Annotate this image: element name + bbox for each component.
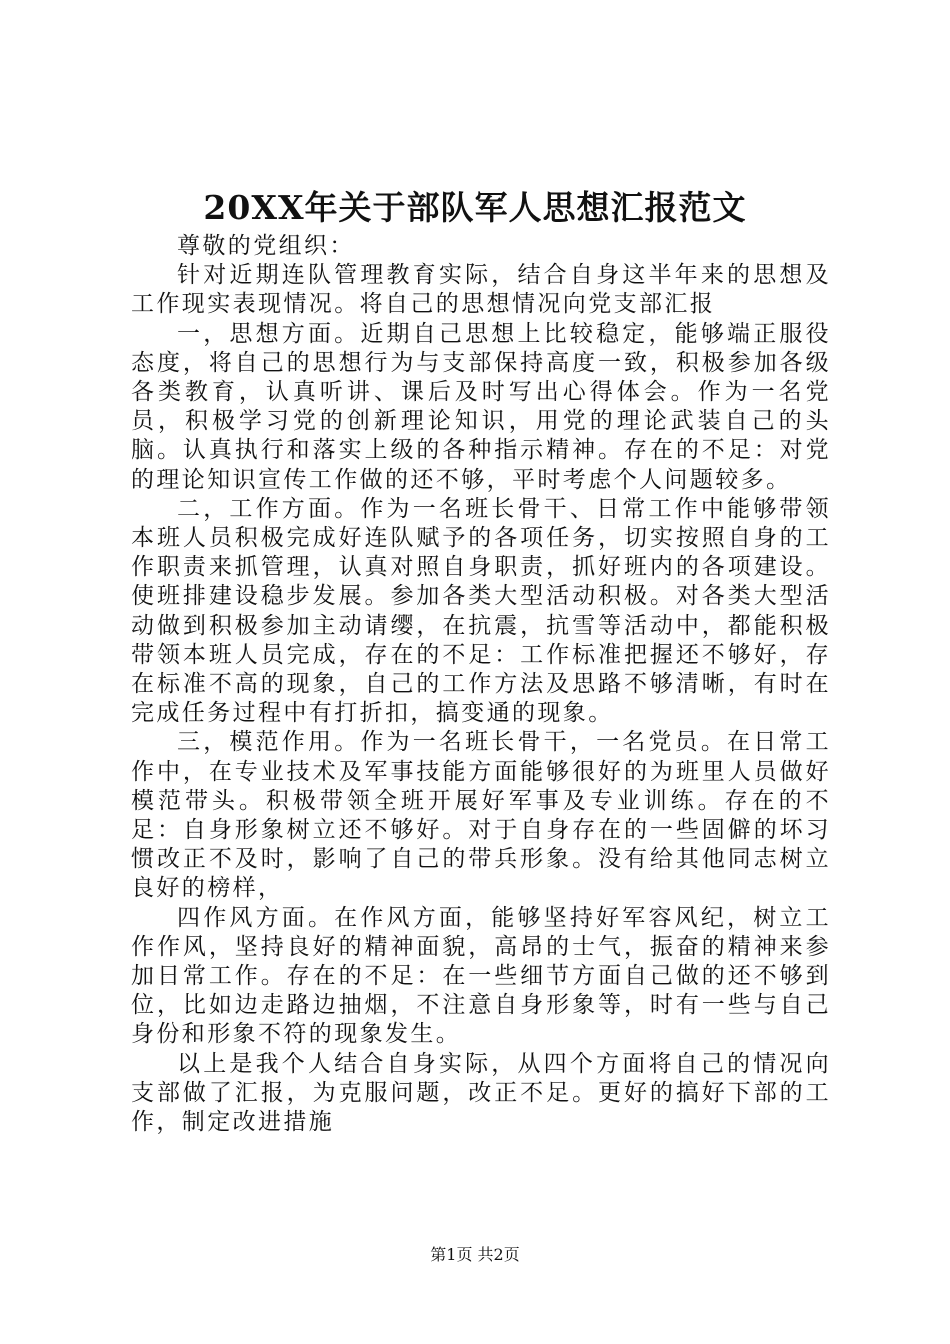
- paragraph-conclusion: 以上是我个人结合自身实际，从四个方面将自己的情况向支部做了汇报，为克服问题，改正不足。更好的搞好下部的工作，制定改进措施: [131, 1050, 831, 1136]
- paragraph-role-model: 三，模范作用。作为一名班长骨干，一名党员。在日常工作中，在专业技术及军事技能方面能够很好的为班里人员做好模范带头。积极带领全班开展好军事及专业训练。存在的不足：自身形象树立还不够好。对于自身存在的一些固僻的坏习惯改正不及时，影响了自己的带兵形象。没有给其他同志树立良好的榜样，: [131, 729, 831, 902]
- document-title: 20XX年关于部队军人思想汇报范文: [203, 188, 747, 227]
- document-body: [131, 232, 831, 1137]
- paragraph-work: 二，工作方面。作为一名班长骨干、日常工作中能够带领本班人员积极完成好连队赋予的各项任务，切实按照自身的工作职责来抓管理，认真对照自身职责，抓好班内的各项建设。使班排建设稳步发展。参加各类大型活动积极。对各类大型活动做到积极参加主动请缨，在抗震，抗雪等活动中，都能积极带领本班人员完成，存在的不足：工作标准把握还不够好，存在标准不高的现象，自己的工作方法及思路不够清晰，有时在完成任务过程中有打折扣，搞变通的现象。: [131, 495, 831, 727]
- page-indicator: 第1页 共2页: [430, 1245, 520, 1264]
- paragraph-intro: 针对近期连队管理教育实际，结合自身这半年来的思想及工作现实表现情况。将自己的思想情况向党支部汇报: [131, 262, 831, 318]
- salutation: 尊敬的党组织：: [177, 233, 355, 259]
- paragraph-thought: 一，思想方面。近期自己思想上比较稳定，能够端正服役态度，将自己的思想行为与支部保持高度一致，积极参加各级各类教育，认真听讲、课后及时写出心得体会。作为一名党员，积极学习党的创新理论知识，用党的理论武装自己的头脑。认真执行和落实上级的各种指示精神。存在的不足：对党的理论知识宣传工作做的还不够，平时考虑个人问题较多。: [131, 320, 831, 493]
- paragraph-style: 四作风方面。在作风方面，能够坚持好军容风纪，树立工作作风，坚持良好的精神面貌，高昂的士气，振奋的精神来参加日常工作。存在的不足：在一些细节方面自己做的还不够到位，比如边走路边抽烟，不注意自身形象等，时有一些与自己身份和形象不符的现象发生。: [131, 904, 831, 1048]
